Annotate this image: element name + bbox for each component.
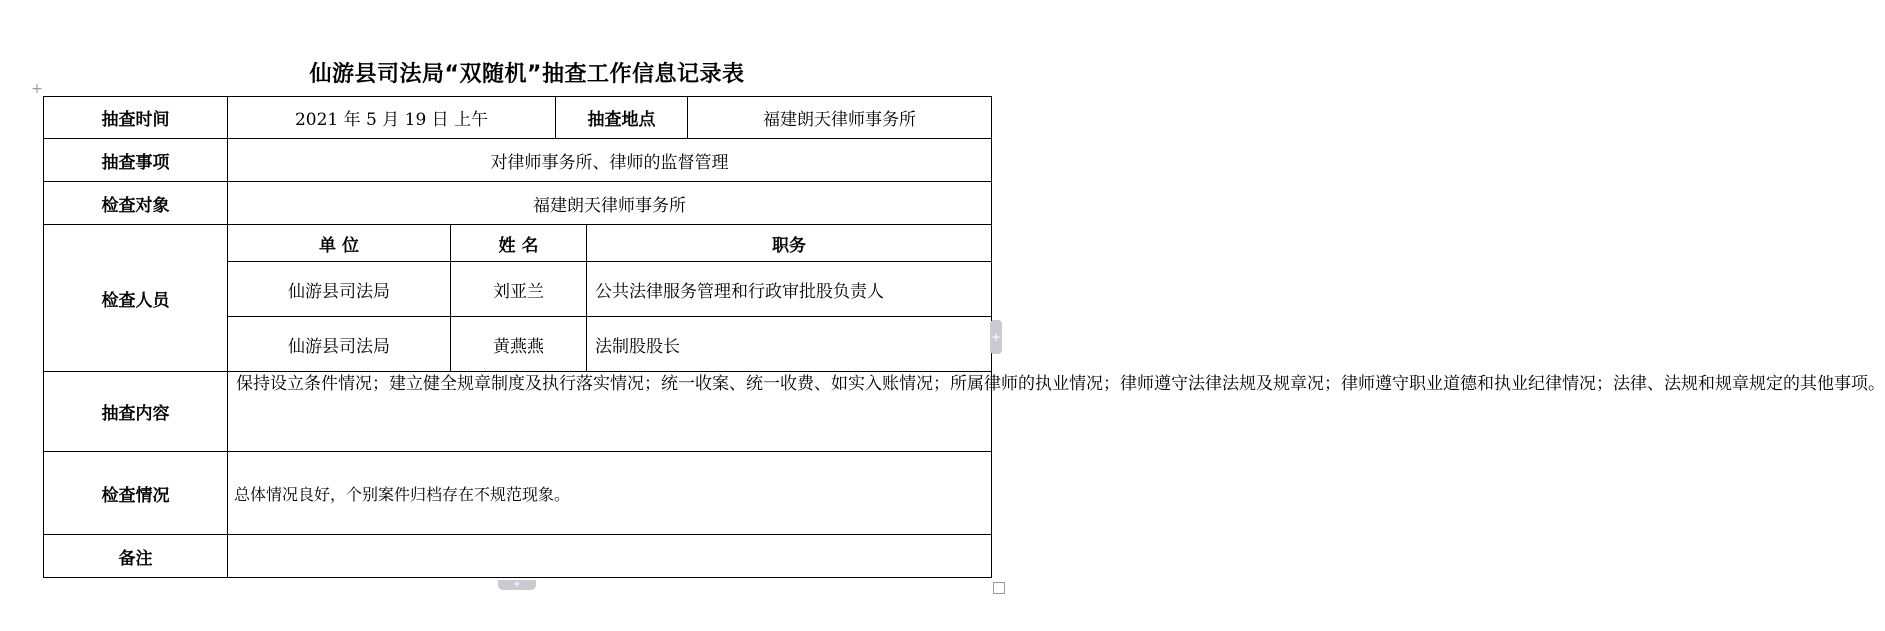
- matter-label: 抽查事项: [44, 139, 228, 182]
- target-value: 福建朗天律师事务所: [228, 182, 992, 225]
- position-header: 职务: [587, 225, 992, 262]
- table-row: [44, 139, 992, 182]
- result-value: 总体情况良好，个别案件归档存在不规范现象。: [228, 452, 992, 535]
- page-title: 仙游县司法局“双随机”抽查工作信息记录表: [309, 62, 745, 87]
- remark-label: 备注: [44, 535, 228, 578]
- table-resize-handle-icon[interactable]: [993, 582, 1005, 594]
- staff-position: 法制股股长: [587, 317, 992, 372]
- table-row: [44, 225, 992, 262]
- staff-unit: 仙游县司法局: [228, 317, 451, 372]
- place-value: 福建朗天律师事务所: [688, 97, 992, 139]
- staff-position: 公共法律服务管理和行政审批股负责人: [587, 262, 992, 317]
- remark-value[interactable]: [228, 535, 992, 578]
- staff-name: 黄燕燕: [451, 317, 587, 372]
- content-value: 保持设立条件情况；建立健全规章制度及执行落实情况；统一收案、统一收费、如实入账情况；所属律师的执业情况；律师遵守法律法规及规章况；律师遵守职业道德和执业纪律情况；法律、法规和规章规定的其他事项。: [228, 372, 992, 452]
- table-row: [44, 97, 992, 139]
- target-label: 检查对象: [44, 182, 228, 225]
- record-table: [43, 96, 1885, 578]
- table-row: [44, 452, 992, 535]
- add-column-handle-icon[interactable]: +: [990, 320, 1002, 354]
- time-value: 2021 年 5 月 19 日 上午: [228, 97, 556, 139]
- time-label: 抽查时间: [44, 97, 228, 139]
- place-label: 抽查地点: [556, 97, 688, 139]
- name-header: 姓 名: [451, 225, 587, 262]
- staff-unit: 仙游县司法局: [228, 262, 451, 317]
- staff-label: 检查人员: [44, 225, 228, 372]
- staff-name: 刘亚兰: [451, 262, 587, 317]
- table-move-handle-icon[interactable]: +: [31, 81, 43, 97]
- table-row: [44, 535, 992, 578]
- result-label: 检查情况: [44, 452, 228, 535]
- unit-header: 单 位: [228, 225, 451, 262]
- table-row: [44, 182, 992, 225]
- table-row: [44, 372, 992, 452]
- matter-value: 对律师事务所、律师的监督管理: [228, 139, 992, 182]
- add-row-handle-icon[interactable]: +: [498, 580, 536, 590]
- content-label: 抽查内容: [44, 372, 228, 452]
